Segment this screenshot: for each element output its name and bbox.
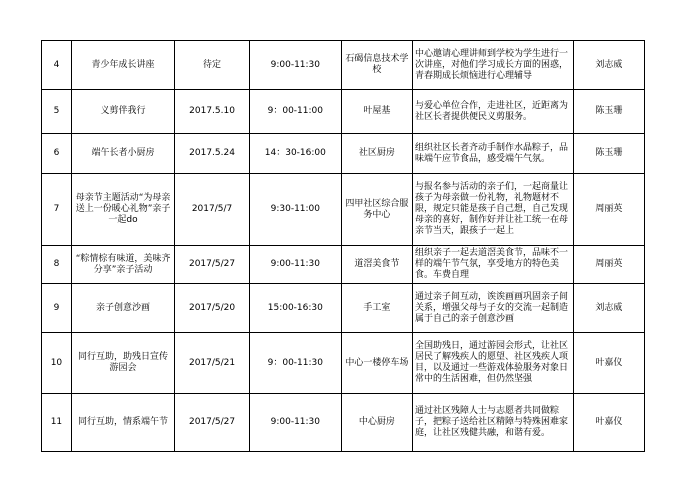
table-row xyxy=(42,134,645,174)
activity-date: 2017/5/20 xyxy=(175,284,250,333)
row-number: 11 xyxy=(42,394,72,452)
activity-name: 端午长者小厨房 xyxy=(71,134,174,174)
activity-place: 四甲社区综合服务中心 xyxy=(341,174,412,246)
activity-description: 与报名参与活动的亲子们，一起商量让孩子为母亲做一份礼物，礼物题材不限，规定只能是孩子自己想，自己发现母亲的喜好，制作好并让社工统一在母亲节当天，跟孩子一起上 xyxy=(412,174,573,246)
row-number: 5 xyxy=(42,90,72,134)
activity-name: 青少年成长讲座 xyxy=(71,41,174,90)
table-row xyxy=(42,90,645,134)
activity-time: 9：00-11:30 xyxy=(249,333,341,394)
person-in-charge: 刘志威 xyxy=(573,41,644,90)
person-in-charge: 周丽英 xyxy=(573,246,644,284)
activity-date: 2017.5.24 xyxy=(175,134,250,174)
activity-time: 9:00-11:30 xyxy=(249,394,341,452)
row-number: 4 xyxy=(42,41,72,90)
table-row xyxy=(42,333,645,394)
activity-date: 2017/5/27 xyxy=(175,246,250,284)
activity-name: “粽情棕有味道，美味齐分享”亲子活动 xyxy=(71,246,174,284)
activity-place: 中心厨房 xyxy=(341,394,412,452)
activity-description: 组织亲子一起去道滘美食节，品味不一样的端午节气氛，享受地方的特色美食。车费自理 xyxy=(412,246,573,284)
activity-description: 通过亲子间互动，诶诶画画巩固亲子间关系，增强父母与子女的交流一起制造属于自己的亲子创意沙画 xyxy=(412,284,573,333)
activity-name: 亲子创意沙画 xyxy=(71,284,174,333)
activity-description: 通过社区残障人士与志愿者共同做粽子，把粽子送给社区精障与特殊困难家庭，让社区残健共融，和谐有爱。 xyxy=(412,394,573,452)
activity-name: 同行互助，助残日宣传游园会 xyxy=(71,333,174,394)
row-number: 10 xyxy=(42,333,72,394)
activity-description: 全国助残日，通过游园会形式，让社区居民了解残疾人的愿望、社区残疾人项目，以及通过一些游戏体验服务对象日常中的生活困难，但仍然坚强 xyxy=(412,333,573,394)
table-row xyxy=(42,41,645,90)
person-in-charge: 叶嘉仪 xyxy=(573,333,644,394)
activity-time: 9：00-11:00 xyxy=(249,90,341,134)
activity-description: 与爱心单位合作，走进社区，近距离为社区长者提供便民义剪服务。 xyxy=(412,90,573,134)
activity-place: 手工室 xyxy=(341,284,412,333)
activity-description: 中心邀请心理讲师到学校为学生进行一次讲座，对他们学习成长方面的困惑，青春期成长烦恼进行心理辅导 xyxy=(412,41,573,90)
activity-date: 2017.5.10 xyxy=(175,90,250,134)
activity-schedule-table xyxy=(41,40,645,452)
table-row xyxy=(42,246,645,284)
activity-name: 义剪伴我行 xyxy=(71,90,174,134)
row-number: 8 xyxy=(42,246,72,284)
activity-date: 待定 xyxy=(175,41,250,90)
activity-place: 道滘美食节 xyxy=(341,246,412,284)
activity-time: 9:00-11:30 xyxy=(249,246,341,284)
person-in-charge: 陈玉珊 xyxy=(573,134,644,174)
row-number: 9 xyxy=(42,284,72,333)
activity-place: 社区厨房 xyxy=(341,134,412,174)
activity-description: 组织社区长者齐动手制作水晶粽子，品味端午应节食品，感受端午气氛。 xyxy=(412,134,573,174)
activity-date: 2017/5/7 xyxy=(175,174,250,246)
table-row xyxy=(42,174,645,246)
activity-date: 2017/5/21 xyxy=(175,333,250,394)
activity-date: 2017/5/27 xyxy=(175,394,250,452)
person-in-charge: 周丽英 xyxy=(573,174,644,246)
activity-place: 叶屋基 xyxy=(341,90,412,134)
activity-place: 石碣信息技术学校 xyxy=(341,41,412,90)
activity-time: 15:00-16:30 xyxy=(249,284,341,333)
person-in-charge: 叶嘉仪 xyxy=(573,394,644,452)
activity-time: 9:00-11:30 xyxy=(249,41,341,90)
activity-place: 中心一楼停车场 xyxy=(341,333,412,394)
activity-name: 母亲节主题活动“为母亲送上一份暖心礼物”亲子一起do xyxy=(71,174,174,246)
activity-time: 9:30-11:00 xyxy=(249,174,341,246)
row-number: 6 xyxy=(42,134,72,174)
table-row xyxy=(42,394,645,452)
person-in-charge: 陈玉珊 xyxy=(573,90,644,134)
person-in-charge: 刘志威 xyxy=(573,284,644,333)
activity-name: 同行互助，情系端午节 xyxy=(71,394,174,452)
activity-time: 14：30-16:00 xyxy=(249,134,341,174)
row-number: 7 xyxy=(42,174,72,246)
table-row xyxy=(42,284,645,333)
